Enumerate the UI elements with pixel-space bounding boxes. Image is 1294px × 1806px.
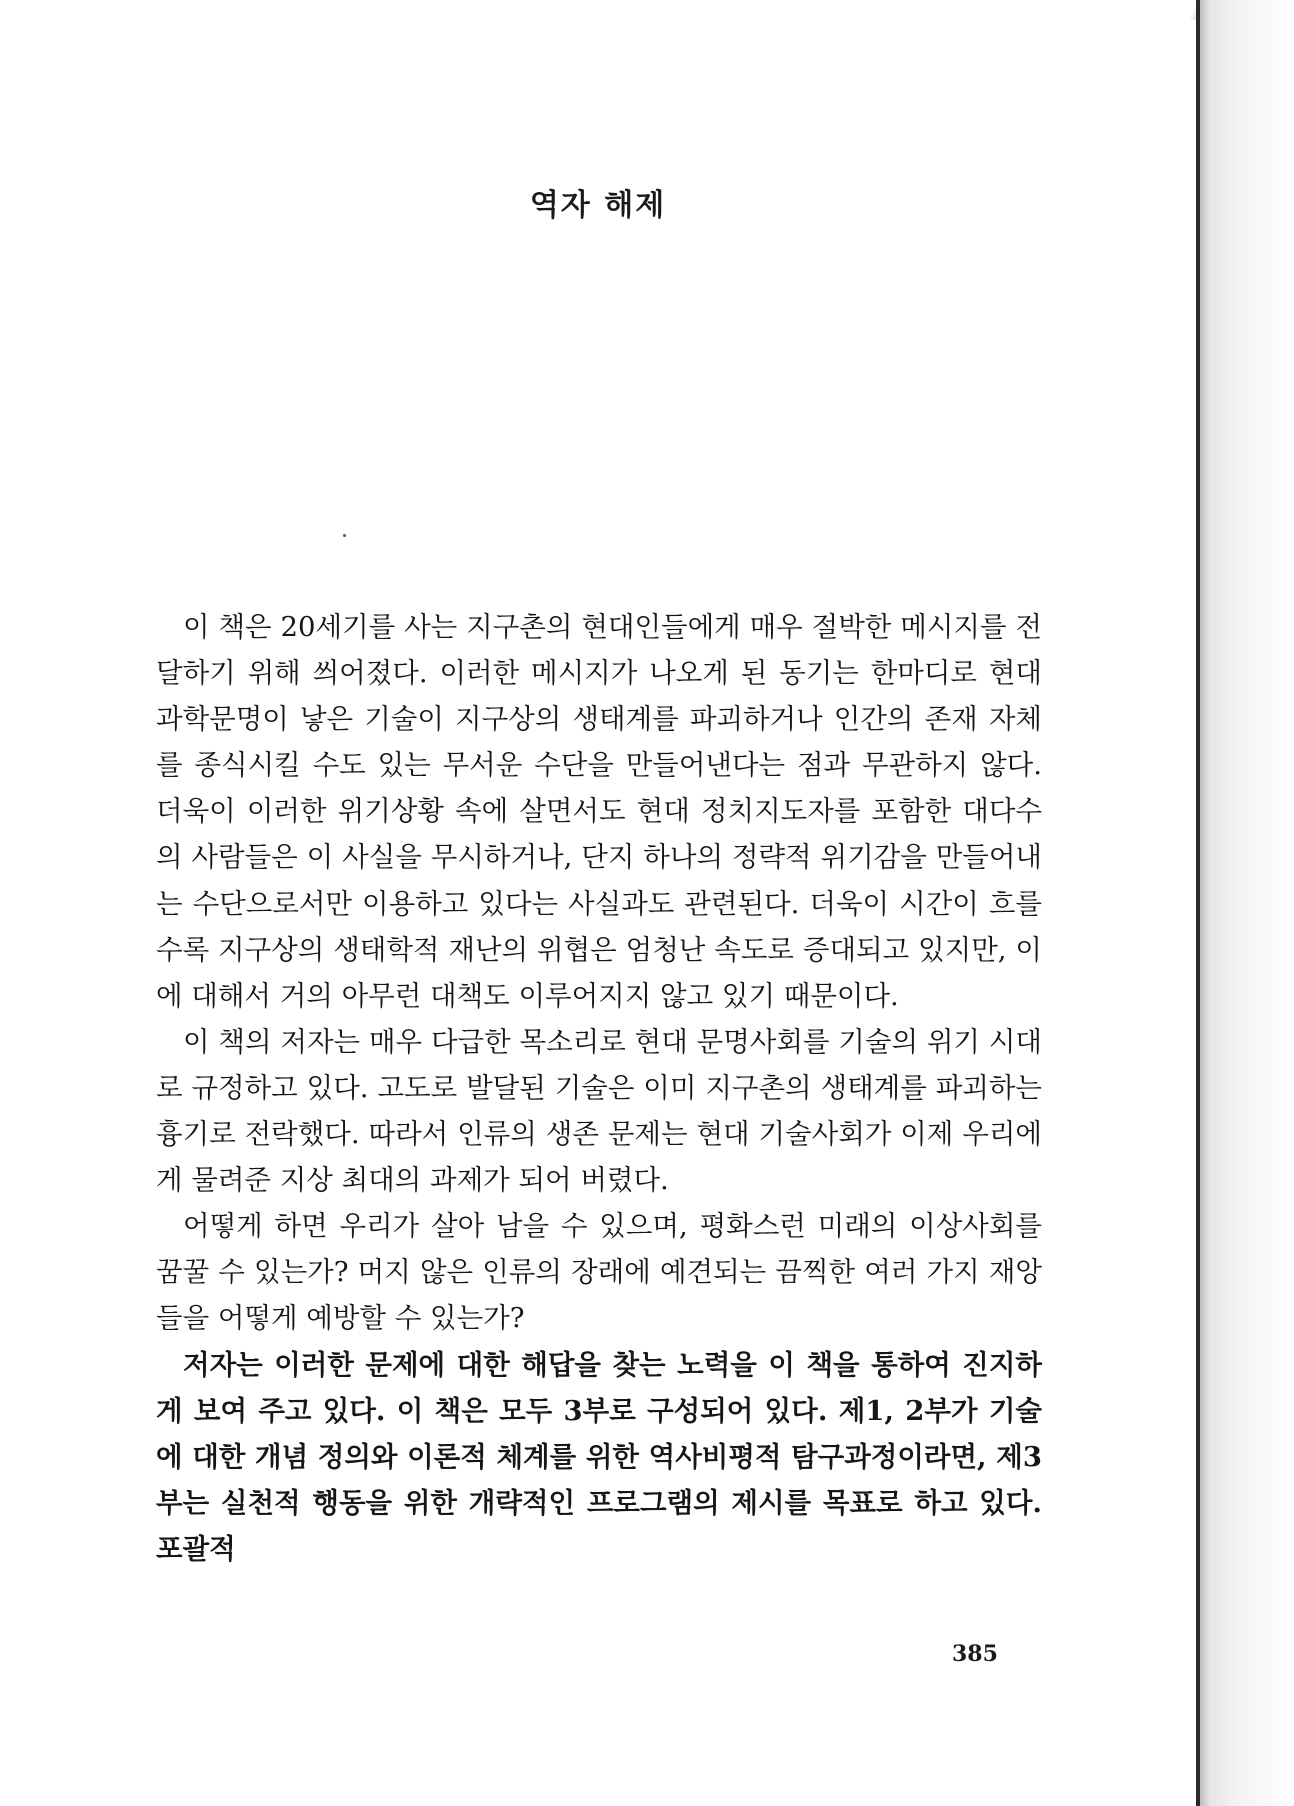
page-edge-shadow bbox=[1200, 0, 1294, 1806]
paragraph-2: 이 책의 저자는 매우 다급한 목소리로 현대 문명사회를 기술의 위기 시대로 규정하고 있다. 고도로 발달된 기술은 이미 지구촌의 생태계를 파괴하는 흉기로 전락했다. 따라서 인류의 생존 문제는 현대 기술사회가 이제 우리에게 물려준 지상 최대의 과제가 되어 버렸다. bbox=[156, 1025, 1042, 1197]
paragraph-3: 어떻게 하면 우리가 살아 남을 수 있으며, 평화스런 미래의 이상사회를 꿈꿀 수 있는가? 머지 않은 인류의 장래에 예견되는 끔찍한 여러 가지 재앙들을 어떻게 예방할 수 있는가? bbox=[156, 1210, 1042, 1335]
body-text bbox=[156, 604, 1042, 1572]
page-number: 385 bbox=[952, 1641, 998, 1667]
page-title: 역자 해제 bbox=[529, 188, 667, 223]
paragraph-1: 이 책은 20세기를 사는 지구촌의 현대인들에게 매우 절박한 메시지를 전달하기 위해 씌어졌다. 이러한 메시지가 나오게 된 동기는 한마디로 현대 과학문명이 낳은 기술이 지구상의 생태계를 파괴하거나 인간의 존재 자체를 종식시킬 수도 있는 무서운 수단을 만들어낸다는 점과 무관하지 않다. 더욱이 이러한 위기상황 속에 살면서도 현대 정치지도자를 포함한 대다수의 사람들은 이 사실을 무시하거나, 단지 하나의 정략적 위기감을 만들어내는 수단으로서만 이용하고 있다는 사실과도 관련된다. 더욱이 시간이 흐를수록 지구상의 생태학적 재난의 위협은 엄청난 속도로 증대되고 있지만, 이에 대해서 거의 아무런 대책도 이루어지지 않고 있기 때문이다. bbox=[156, 611, 1042, 1012]
paragraph-4: 저자는 이러한 문제에 대한 해답을 찾는 노력을 이 책을 통하여 진지하게 보여 주고 있다. 이 책은 모두 3부로 구성되어 있다. 제1, 2부가 기술에 대한 개념 정의와 이론적 체계를 위한 역사비평적 탐구과정이라면, 제3부는 실천적 행동을 위한 개략적인 프로그램의 제시를 목표로 하고 있다. 포괄적 bbox=[156, 1348, 1042, 1565]
scan-speck bbox=[343, 534, 346, 537]
